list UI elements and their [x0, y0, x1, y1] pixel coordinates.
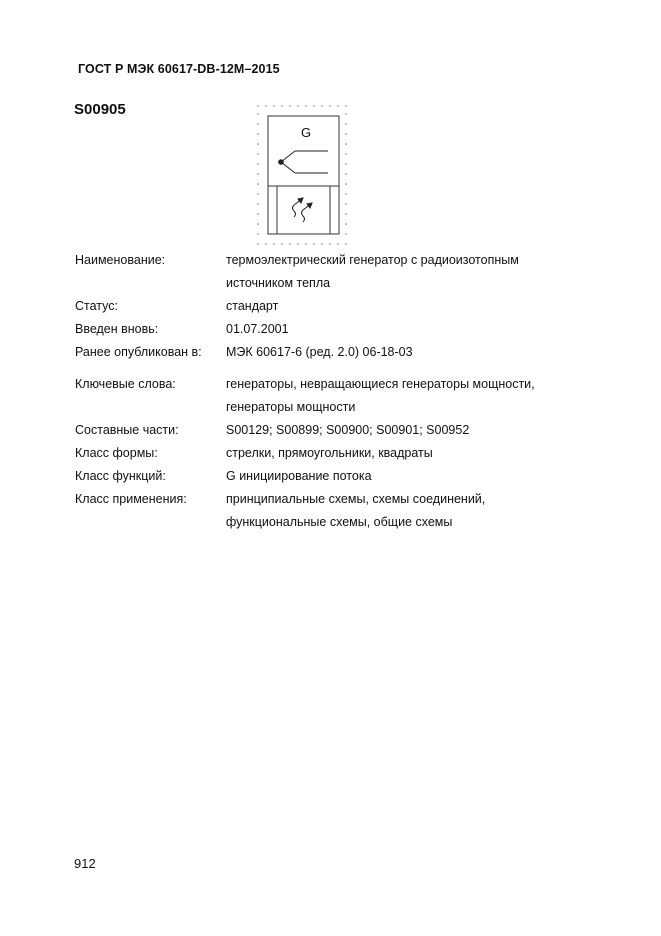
- property-value: [226, 249, 571, 295]
- property-value: [226, 419, 571, 442]
- property-value: [226, 341, 571, 364]
- property-label: Составные части:: [75, 423, 179, 437]
- property-value: [226, 465, 571, 488]
- property-value-line: МЭК 60617-6 (ред. 2.0) 06-18-03: [226, 345, 413, 359]
- property-label: Статус:: [75, 299, 118, 313]
- property-label: Наименование:: [75, 253, 166, 267]
- property-row: [75, 465, 571, 488]
- properties-list: [75, 249, 571, 534]
- property-value-line: источником тепла: [226, 276, 331, 290]
- property-value-line: S00129; S00899; S00900; S00901; S00952: [226, 423, 470, 437]
- property-value-line: термоэлектрический генератор с радиоизотопным: [226, 253, 519, 267]
- property-value: [226, 318, 571, 341]
- property-row: [75, 419, 571, 442]
- symbol-letter: G: [300, 125, 312, 140]
- property-value: [226, 442, 571, 465]
- property-value-line: принципиальные схемы, схемы соединений,: [226, 492, 486, 506]
- property-value-line: G инициирование потока: [226, 469, 372, 483]
- radiation-icon: [293, 198, 313, 222]
- property-label: Класс применения:: [75, 492, 187, 506]
- property-row: [75, 442, 571, 465]
- property-value-line: стандарт: [226, 299, 279, 313]
- property-row: [75, 249, 571, 295]
- symbol-graphic: [250, 100, 350, 250]
- property-label: Введен вновь:: [75, 322, 159, 336]
- property-label: Ключевые слова:: [75, 377, 176, 391]
- page-number: 912: [74, 856, 96, 871]
- property-value-line: 01.07.2001: [226, 322, 289, 336]
- standard-title: ГОСТ Р МЭК 60617-DB-12M–2015: [78, 62, 280, 76]
- property-value: [226, 488, 571, 534]
- property-value-line: генераторы, невращающиеся генераторы мощности,: [226, 377, 535, 391]
- property-value: [226, 295, 571, 318]
- property-label: Ранее опубликован в:: [75, 345, 202, 359]
- property-label: Класс функций:: [75, 469, 166, 483]
- property-value-line: стрелки, прямоугольники, квадраты: [226, 446, 433, 460]
- property-row: [75, 341, 571, 364]
- property-value: [226, 373, 571, 419]
- symbol-code: S00905: [74, 101, 126, 118]
- property-row: [75, 295, 571, 318]
- property-value-line: функциональные схемы, общие схемы: [226, 515, 453, 529]
- thermocouple-icon: [279, 151, 328, 173]
- property-value-line: генераторы мощности: [226, 400, 356, 414]
- property-row: [75, 488, 571, 534]
- property-label: Класс формы:: [75, 446, 158, 460]
- property-row: [75, 318, 571, 341]
- property-row: [75, 373, 571, 419]
